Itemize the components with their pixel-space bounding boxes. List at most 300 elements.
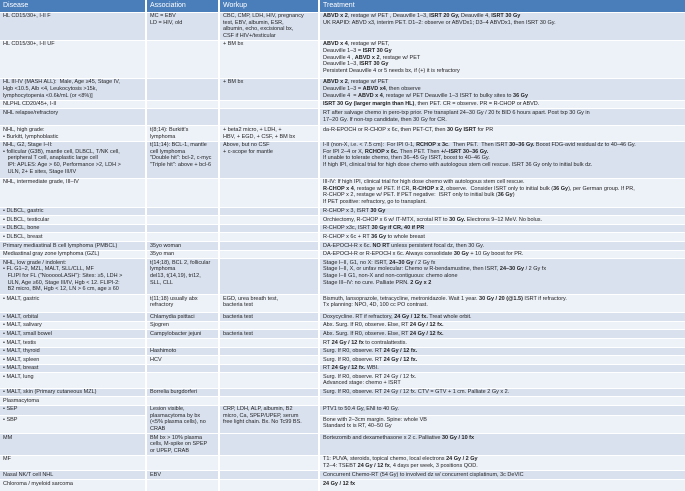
treatment-cell — [319, 364, 685, 373]
disease-cell-line: HL CD15/30+, I-II UF — [3, 41, 55, 48]
treatment-text: DA-EPOCH-R or R-EPOCH x 6c. Always consolidate — [323, 251, 454, 258]
treatment-text: Then PET. Then — [398, 148, 442, 155]
disease-cell-line: IPI: APLES: Age > 60, Performance >2, LDH > — [3, 161, 121, 168]
treatment-cell — [319, 216, 685, 225]
treatment-text: . Then PET. Then ISRT — [448, 142, 510, 149]
treatment-text: RT after salvage chemo in pero-txp prior. Pre transplant 24–30 Gy / 20 fx BID 6 hours apart. Post txp 30 Gy in — [323, 109, 590, 116]
table-row — [0, 259, 685, 295]
dose-emphasis: ABVD x 2 — [323, 79, 348, 86]
treatment-text: , restage w/ PET, — [347, 41, 390, 48]
disease-cell — [0, 259, 146, 295]
treatment-text: , restage w/ PET — [347, 79, 389, 86]
workup-cell — [219, 356, 319, 365]
disease-cell — [0, 295, 146, 313]
treatment-text: , 4 days per week, 3 positions QOD. — [389, 463, 478, 469]
treatment-text: , restage w/ PET Deauville 1–3 ISRT to bulky sites to — [382, 92, 514, 99]
table-body — [0, 12, 685, 491]
association-cell — [146, 259, 219, 295]
workup-cell — [219, 397, 319, 406]
association-cell-line: Hashimoto — [150, 348, 177, 355]
association-cell-line: refractory — [150, 302, 174, 309]
association-cell-line: CRAB — [150, 426, 166, 433]
treatment-text: , restage w/ PET. If CR, — [353, 185, 413, 192]
dose-emphasis: 30 Gy. — [449, 216, 466, 223]
treatment-line — [323, 68, 682, 75]
association-cell — [146, 313, 219, 322]
dose-emphasis: 24 Gy / 12 fx. — [383, 348, 418, 355]
treatment-line — [323, 79, 682, 86]
dose-emphasis: 24 Gy / 2 Gy — [446, 456, 478, 463]
association-cell — [146, 126, 219, 141]
disease-cell-line: • DLBCL, bone — [3, 225, 40, 232]
workup-cell-line: test, EBV, albumin, ESR, — [223, 19, 284, 26]
workup-cell — [219, 40, 319, 78]
workup-cell-line: + BM bx — [223, 41, 244, 48]
dose-emphasis: R-CHOP x 2 — [412, 185, 444, 192]
disease-cell-line: NHL, G2, Stage I–II: — [3, 142, 53, 149]
workup-cell — [219, 126, 319, 141]
disease-cell-line: • DLBCL, testicular — [3, 216, 50, 223]
workup-cell — [219, 109, 319, 126]
treatment-text: ISRT if refractory. — [522, 295, 567, 302]
treatment-line — [323, 48, 682, 55]
treatment-line — [323, 149, 682, 156]
disease-cell — [0, 480, 146, 491]
disease-cell-line: • MALT, gastric — [3, 295, 40, 302]
treatment-text: Deauville 1–3 = — [323, 47, 363, 54]
association-cell-line: lymphoma — [150, 266, 176, 273]
association-cell — [146, 455, 219, 470]
treatment-line — [323, 340, 682, 347]
disease-cell-line: • SBP — [3, 416, 18, 423]
association-cell — [146, 100, 219, 109]
workup-cell — [219, 12, 319, 40]
treatment-line — [323, 463, 682, 470]
disease-cell-line: peripheral T cell, anaplastic large cell — [3, 155, 98, 162]
dose-emphasis: ABVD x4 — [362, 85, 386, 92]
disease-cell-line: ULN, Age ≥60, Stage III/IV, Hgb < 12. FLIPI-2: — [3, 279, 120, 286]
treatment-text: Concurrent Chemo-RT (54 Gy) to involved dz w/ concurrent cisplatinum, 3c DeVIC — [323, 471, 524, 478]
treatment-line — [323, 322, 682, 329]
dose-emphasis: RCHOP x 6c. — [364, 148, 399, 155]
disease-cell-line: HL CD15/30+, I-II F — [3, 13, 51, 19]
association-cell-line: del13, t(14,19), tri12, — [150, 272, 201, 279]
treatment-text: Bismuth, lansoprazole, tetracycline, metronidazole. Wait 1 year. — [323, 295, 480, 302]
header-treatment: Treatment — [319, 0, 685, 12]
treatment-cell — [319, 178, 685, 207]
treatment-cell — [319, 242, 685, 251]
treatment-cell — [319, 233, 685, 242]
association-cell-line: EBV — [150, 471, 162, 478]
treatment-text: ) — [512, 192, 515, 199]
workup-cell — [219, 141, 319, 178]
treatment-text: WBI. — [365, 365, 379, 372]
treatment-cell — [319, 480, 685, 491]
disease-cell-line: HL III-IV (MASH ALL): Male, Age ≥45, Stage IV, — [3, 79, 120, 86]
association-cell-line: cell lymphoma — [150, 148, 186, 155]
disease-cell — [0, 216, 146, 225]
association-cell-line: t(11;14): BCL-1, mantle — [150, 142, 207, 149]
treatment-line — [323, 234, 682, 241]
treatment-cell — [319, 109, 685, 126]
treatment-cell — [319, 126, 685, 141]
treatment-text: Surg. If R0, observe. RT 24 Gy / 12 fx. — [323, 373, 417, 380]
treatment-text: DA-EPOCH-R x 6c. — [323, 242, 373, 249]
association-cell — [146, 397, 219, 406]
table-row — [0, 455, 685, 470]
treatment-line — [323, 456, 682, 463]
treatment-text: , observe. Consider ISRT only to initial bulk ( — [443, 185, 554, 192]
association-cell — [146, 339, 219, 348]
disease-cell-line: • MALT, skin (Primary cutaneous MZL) — [3, 389, 97, 396]
table-row — [0, 224, 685, 233]
association-cell — [146, 141, 219, 178]
table-row — [0, 295, 685, 313]
association-cell-line: SLL, CLL — [150, 279, 173, 286]
dose-emphasis: 24 Gy / 12 fx — [323, 480, 356, 487]
treatment-cell — [319, 347, 685, 356]
treatment-line — [323, 374, 682, 381]
workup-cell-line: CBC, CMP, LDH, HIV, pregnancy — [223, 13, 304, 19]
table-row — [0, 330, 685, 339]
treatment-cell — [319, 455, 685, 470]
association-cell — [146, 250, 219, 259]
table-row — [0, 207, 685, 216]
table-row — [0, 321, 685, 330]
workup-cell — [219, 259, 319, 295]
workup-cell — [219, 207, 319, 216]
dose-emphasis: 30 Gy — [370, 208, 386, 215]
treatment-text: RT — [323, 365, 332, 372]
treatment-cell — [319, 259, 685, 295]
dose-emphasis: ISRT 30 Gy — [362, 47, 392, 54]
disease-cell-line: NHL, intermediate grade, III–IV — [3, 179, 79, 186]
treatment-text: If PET positive: refractory, go to transplant. — [323, 198, 427, 205]
treatment-text: III-IV: If high IPI, clinical trial for high dose chemo with autologous stem cell rescue. — [323, 179, 525, 186]
disease-cell — [0, 313, 146, 322]
treatment-text: If unable to tolerate chemo, then 36–45 Gy ISRT, boost to 40–46 Gy. — [323, 155, 490, 162]
association-cell-line: t(14;18), BCL 2, follicular — [150, 259, 211, 266]
treatment-text: R-CHOP x 6c + RT — [323, 233, 372, 240]
table-row — [0, 356, 685, 365]
treatment-line — [323, 273, 682, 280]
treatment-line — [323, 13, 682, 20]
disease-cell-line: • follicular (G3B), mantle cell, DLBCL, T/NK cell, — [3, 148, 120, 155]
treatment-cell — [319, 224, 685, 233]
treatment-text: Surg. If R0, observe. RT — [323, 348, 384, 355]
table-row — [0, 405, 685, 416]
table-row — [0, 397, 685, 406]
association-cell-line: MC = EBV — [150, 13, 176, 19]
treatment-line — [323, 417, 682, 424]
table-row — [0, 364, 685, 373]
dose-emphasis: 24 Gy / 12 fx. — [394, 313, 428, 320]
treatment-text: Persistent Deauville 4 or 5 needs bx, if (+) it is refractory — [323, 67, 460, 74]
treatment-line — [323, 251, 682, 258]
disease-cell — [0, 78, 146, 100]
disease-cell-line: MF — [3, 456, 11, 463]
treatment-cell — [319, 12, 685, 40]
disease-cell-line: • MALT, salivary — [3, 322, 42, 329]
table-row — [0, 471, 685, 480]
disease-cell — [0, 109, 146, 126]
dose-emphasis: 30 Gy / 20 (@1.5) — [479, 295, 523, 302]
dose-emphasis: 24 Gy / 12 fx — [357, 463, 390, 469]
workup-cell-line: Above, but no CSF — [223, 142, 270, 149]
association-cell-line: LD = HIV, old — [150, 19, 183, 26]
workup-cell-line: bacteria test — [223, 330, 253, 337]
association-cell — [146, 216, 219, 225]
disease-cell-line: ULN, 2+ E sites, Stage III/IV — [3, 168, 77, 175]
disease-cell-line: • FL G1–2, MZL, MALT, SLL/CLL, MF — [3, 266, 94, 273]
treatment-line — [323, 127, 682, 134]
association-cell-line: "Triple hit": above + bcl-6 — [150, 161, 212, 168]
association-cell-line: Chlamydia psittaci — [150, 313, 195, 320]
association-cell-line: 35yo woman — [150, 242, 182, 249]
treatment-text: R-CHOP x 3, ISRT — [323, 208, 371, 215]
disease-cell — [0, 356, 146, 365]
disease-cell — [0, 321, 146, 330]
table-row — [0, 313, 685, 322]
dose-emphasis: 24 Gy / 12 fx. — [383, 356, 418, 363]
workup-cell — [219, 78, 319, 100]
association-cell — [146, 12, 219, 40]
dose-emphasis: R-CHOP x 4 — [323, 185, 354, 192]
treatment-text: Tx planning: NPO, 4D, 100 cc PO contrast. — [323, 302, 428, 309]
treatment-text: UK RAPID: ABVD x3, interim PET. D1–2: observe or ABVDx1; D3–4 ABVDx1, then ISRT 30 Gy. — [323, 19, 556, 26]
treatment-cell — [319, 471, 685, 480]
disease-cell — [0, 250, 146, 259]
treatment-cell — [319, 397, 685, 406]
treatment-line — [323, 217, 682, 224]
workup-cell — [219, 480, 319, 491]
treatment-text: Orchiectomy, R-CHOP x 6 w/ IT-MTX, scrotal RT to — [323, 216, 450, 223]
association-cell-line: plasmacytoma by bx — [150, 412, 201, 419]
disease-cell — [0, 455, 146, 470]
treatment-cell — [319, 78, 685, 100]
dose-emphasis: 2 Gy x 2 — [410, 279, 432, 286]
table-row — [0, 339, 685, 348]
treatment-text: Doxycycline. RT if refractory, — [323, 313, 395, 320]
workup-cell — [219, 295, 319, 313]
treatment-text: Stage III–IV: no cure. Palliate PRN. — [323, 279, 411, 286]
dose-emphasis: 36 Gy — [513, 92, 528, 99]
disease-cell-line: • DLBCL, gastric — [3, 208, 44, 215]
treatment-text: Stage I–II G1, non-X and non-contiguous: chemo alone — [323, 272, 458, 279]
treatment-cell — [319, 100, 685, 109]
disease-cell — [0, 471, 146, 480]
disease-cell-line: • MALT, spleen — [3, 356, 40, 363]
treatment-text: to contralattestis. — [363, 339, 407, 346]
treatment-text: Stage I–II, X, or unfav molecular: Chemo w R-bendamustine, then ISRT, — [323, 266, 500, 273]
disease-cell — [0, 347, 146, 356]
table-row — [0, 233, 685, 242]
treatment-text: Bortezomib and dexamethasone x 2 c. Palliative — [323, 434, 442, 441]
treatment-line — [323, 93, 682, 100]
table-row — [0, 100, 685, 109]
treatment-text: da-R-EPOCH or R-CHOP x 6c, then PET-CT, then — [323, 126, 447, 133]
workup-cell-line: bacteria test — [223, 313, 253, 320]
table-row — [0, 141, 685, 178]
workup-cell — [219, 224, 319, 233]
treatment-cell — [319, 313, 685, 322]
disease-cell — [0, 416, 146, 434]
dose-emphasis: 24 Gy / 12 fx. — [409, 322, 444, 329]
treatment-text: 17–20 Gy. If non-txp candidate, then 30 Gy for CR. — [323, 116, 447, 123]
disease-cell — [0, 178, 146, 207]
dose-emphasis: ABVD x 2 — [354, 54, 380, 61]
dose-emphasis: 24 Gy / 12 fx — [331, 339, 364, 346]
table-row — [0, 373, 685, 388]
treatment-text: / 2 Gy fx — [413, 259, 436, 266]
dose-emphasis: 36 Gy — [371, 233, 387, 240]
disease-cell — [0, 339, 146, 348]
treatment-text: Boost FDG-avid residual dz to 40–46 Gy. — [534, 142, 636, 149]
treatment-line — [323, 101, 682, 108]
treatment-line — [323, 331, 682, 338]
workup-cell-line: + BM bx — [223, 79, 244, 86]
dose-emphasis: 24 Gy / 12 fx. — [409, 330, 444, 337]
association-cell — [146, 207, 219, 216]
treatment-text: PTV1 to 50.4 Gy, ENI to 40 Gy. — [323, 406, 399, 413]
association-cell — [146, 471, 219, 480]
dose-emphasis: ABVD x 4 — [323, 41, 348, 48]
association-cell — [146, 356, 219, 365]
disease-cell-line: Chloroma / myeloid sarcoma — [3, 480, 73, 487]
treatment-line — [323, 155, 682, 162]
disease-cell-line: NHL, low grade / indolent: — [3, 259, 67, 266]
treatment-line — [323, 481, 682, 488]
disease-cell-line: NHL, high grade: — [3, 126, 45, 133]
association-cell — [146, 242, 219, 251]
workup-cell — [219, 330, 319, 339]
workup-cell-line: bacteria test — [223, 302, 253, 309]
disease-cell-line: • DLBCL, breast — [3, 233, 43, 240]
treatment-text: Treat whole orbit. — [427, 313, 472, 320]
treatment-text: Abx. Surg. If R0, observe. Else, RT — [323, 322, 410, 329]
workup-cell — [219, 242, 319, 251]
association-cell-line: t(11;18) usually abx — [150, 295, 198, 302]
treatment-text: For IPI 2–4 or X, — [323, 148, 365, 155]
association-cell — [146, 178, 219, 207]
disease-cell-line: Plasmacytoma — [3, 397, 40, 404]
treatment-line — [323, 357, 682, 364]
table-row — [0, 178, 685, 207]
association-cell — [146, 295, 219, 313]
disease-cell-line: MM — [3, 434, 13, 441]
treatment-line — [323, 117, 682, 124]
treatment-text: Deauville 1–3, — [323, 61, 360, 68]
treatment-cell — [319, 339, 685, 348]
table-row — [0, 126, 685, 141]
workup-cell — [219, 471, 319, 480]
treatment-cell — [319, 373, 685, 388]
workup-cell — [219, 250, 319, 259]
workup-cell — [219, 373, 319, 388]
dose-emphasis: +/–ISRT 30–36 Gy. — [441, 148, 489, 155]
association-cell-line: cells, M-spike on SPEP — [150, 441, 208, 448]
workup-cell — [219, 313, 319, 322]
disease-cell-line: • MALT, small bowel — [3, 330, 52, 337]
workup-cell — [219, 405, 319, 433]
dose-emphasis: 24 Gy / 12 fx. — [331, 365, 366, 372]
treatment-line — [323, 208, 682, 215]
dose-emphasis: 36 Gy — [553, 185, 569, 192]
disease-cell — [0, 242, 146, 251]
association-cell — [146, 330, 219, 339]
treatment-text: Surg. If R0, observe. RT — [323, 356, 384, 363]
dose-emphasis: ISRT 30 Gy — [359, 61, 389, 68]
workup-cell — [219, 339, 319, 348]
workup-cell-line: free light chain. Bx. No Tc99 BS. — [223, 419, 302, 426]
disease-cell — [0, 233, 146, 242]
workup-cell-line: + c-scope for mantle — [223, 148, 273, 155]
disease-cell — [0, 224, 146, 233]
treatment-cell — [319, 207, 685, 216]
treatment-text: , restage w/ PET — [379, 54, 421, 61]
workup-cell-line: CSF if HIV+/testicular — [223, 32, 276, 39]
treatment-line — [323, 86, 682, 93]
treatment-cell — [319, 356, 685, 365]
association-cell-line: HCV — [150, 356, 162, 363]
table-row — [0, 242, 685, 251]
treatment-text: , then observe — [385, 85, 421, 92]
treatment-text: , then PET. CR = observe. PR = R-CHOP or ABVD. — [414, 101, 540, 108]
treatment-line — [323, 423, 682, 430]
treatment-line — [323, 61, 682, 68]
association-cell-line: Lesion visible, — [150, 406, 185, 413]
treatment-text: ), per German group. If PR, — [568, 185, 635, 192]
table-row — [0, 480, 685, 491]
disease-cell-line: Hgb <10.5, Alb <4, Leukocytosis >15k, — [3, 85, 98, 92]
workup-cell-line: micro, Ca, SPEP/UPEP, serum — [223, 412, 299, 419]
treatment-line — [323, 199, 682, 206]
treatment-line — [323, 296, 682, 303]
disease-cell-line: • MALT, lung — [3, 373, 34, 380]
header-association: Association — [146, 0, 219, 12]
treatment-text: Stage I–II, G1, no X: ISRT, — [323, 259, 390, 266]
dose-emphasis: ABVD x 4 — [358, 92, 383, 99]
treatment-text: Electrons 9–12 MeV. No bolus. — [465, 216, 543, 223]
dose-emphasis: 30 Gy — [453, 251, 469, 258]
treatment-line — [323, 192, 682, 199]
treatment-line — [323, 162, 682, 169]
treatment-line — [323, 179, 682, 186]
association-cell — [146, 224, 219, 233]
disease-cell-line: • SEP — [3, 406, 18, 413]
treatment-text: Bone with 2–3cm margin. Spine: whole VB — [323, 416, 427, 423]
disease-cell-line: • Burkitt, lymphoblastic — [3, 133, 59, 140]
workup-cell-line: albumin, echo, excisional bx, — [223, 26, 294, 33]
association-cell-line: or UPEP, CRAB — [150, 447, 190, 454]
dose-emphasis: 36 Gy — [497, 192, 513, 199]
dose-emphasis: 24–30 Gy — [499, 266, 525, 273]
workup-cell — [219, 233, 319, 242]
disease-cell — [0, 12, 146, 40]
disease-cell-line: Mediastinal gray zone lymphoma (GZL) — [3, 251, 100, 258]
treatment-cell — [319, 40, 685, 78]
association-cell-line: 35yo man — [150, 251, 175, 258]
association-cell — [146, 40, 219, 78]
dose-emphasis: 30 Gy / 10 fx — [441, 434, 475, 441]
disease-cell — [0, 40, 146, 78]
dose-emphasis: ABVD x 2 — [323, 13, 348, 19]
table-row — [0, 109, 685, 126]
workup-cell — [219, 347, 319, 356]
treatment-line — [323, 260, 682, 267]
workup-cell — [219, 321, 319, 330]
header-row — [0, 0, 685, 12]
